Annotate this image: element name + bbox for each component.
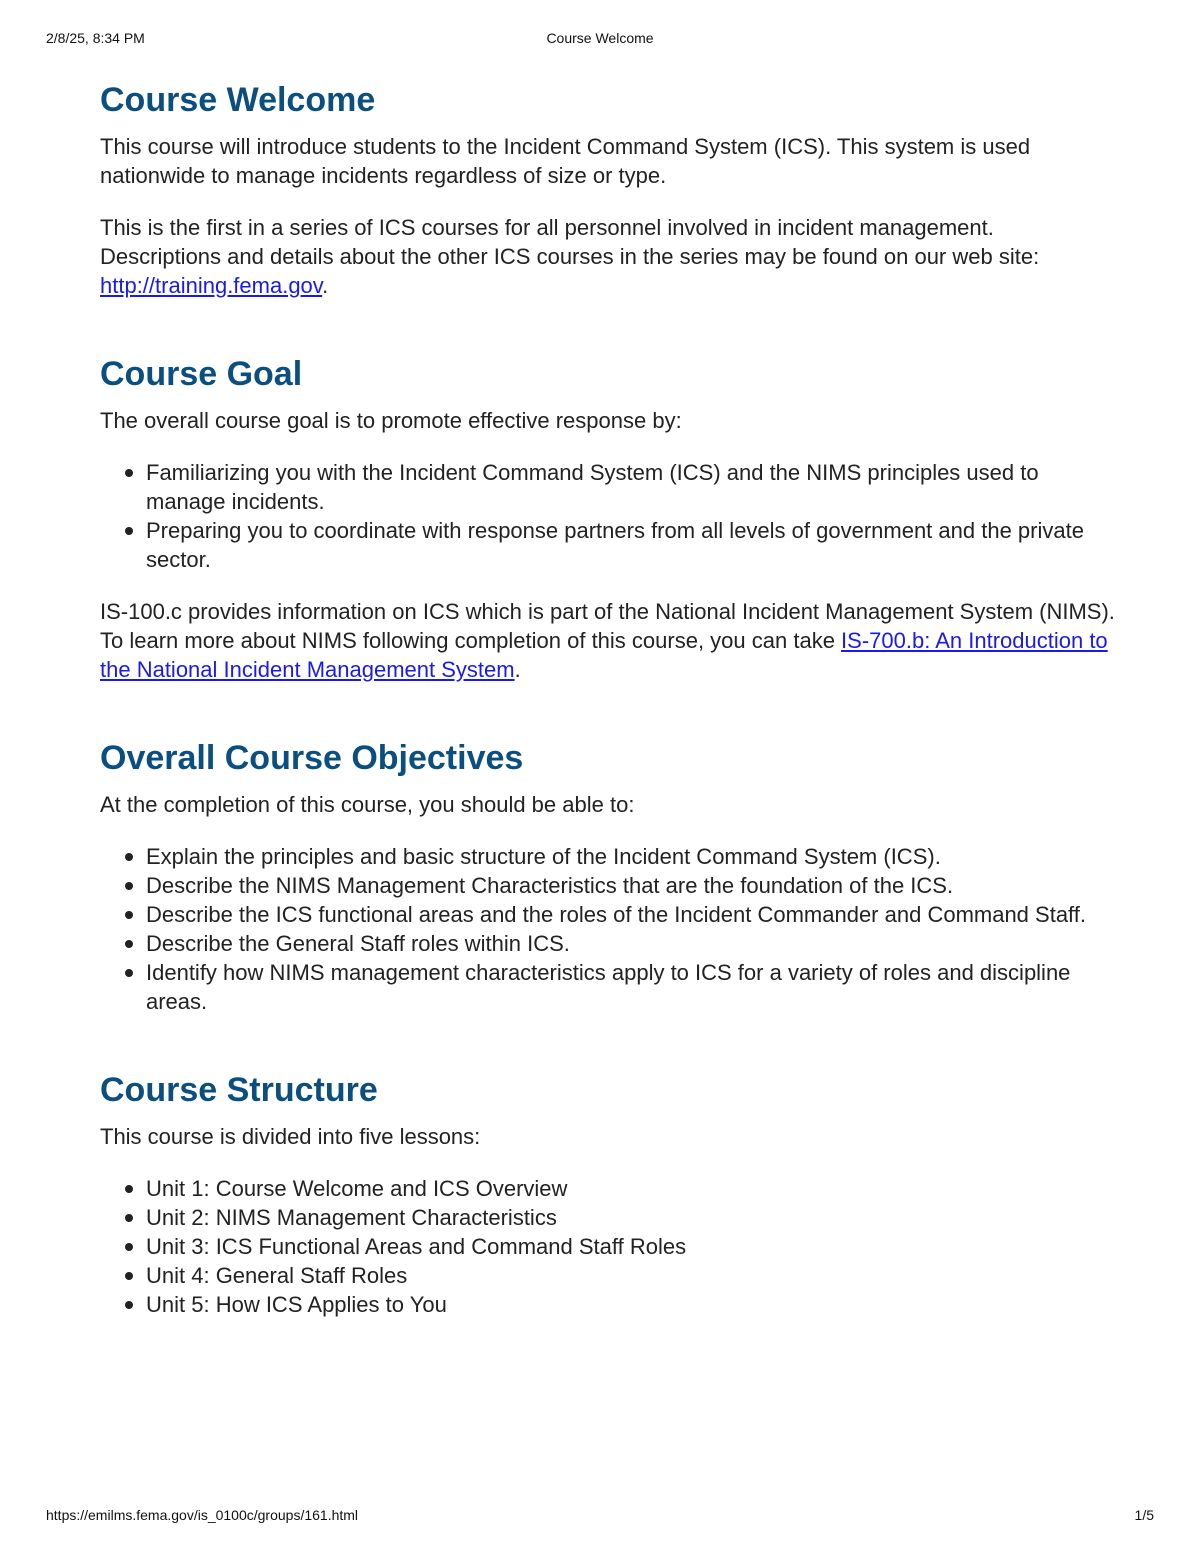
list-item-text: Unit 1: Course Welcome and ICS Overview	[146, 1176, 568, 1201]
bullet-icon	[125, 911, 133, 919]
bullet-icon	[125, 1214, 133, 1222]
list-item	[146, 458, 1115, 516]
welcome-paragraph-1: This course will introduce students to the Incident Command System (ICS). This system is used nationwide to manage incidents regardless of size or type.	[100, 134, 1031, 188]
list-item-text: Unit 3: ICS Functional Areas and Command Staff Roles	[146, 1234, 687, 1259]
goal-note-end: .	[514, 657, 521, 682]
section-course-structure	[100, 1068, 1115, 1319]
list-item	[146, 958, 1115, 1016]
list-item	[146, 1203, 1115, 1232]
bullet-icon	[125, 1185, 133, 1193]
structure-intro: This course is divided into five lessons:	[100, 1124, 481, 1149]
list-item	[146, 1174, 1115, 1203]
goal-note	[100, 597, 1115, 684]
heading-course-welcome: Course Welcome	[100, 81, 376, 119]
bullet-icon	[125, 882, 133, 890]
list-item-text: Identify how NIMS management characteristics apply to ICS for a variety of roles and discipline areas.	[146, 960, 1071, 1014]
print-url: https://emilms.fema.gov/is_0100c/groups/161.html	[46, 1507, 359, 1523]
list-item-text: Explain the principles and basic structure of the Incident Command System (ICS).	[146, 844, 941, 869]
list-item	[146, 842, 1115, 871]
list-item-text: Describe the ICS functional areas and the roles of the Incident Commander and Command Staff.	[146, 902, 1086, 927]
section-course-welcome	[100, 78, 1115, 300]
page-content	[100, 78, 1115, 1342]
bullet-icon	[125, 940, 133, 948]
bullet-icon	[125, 469, 133, 477]
objectives-intro: At the completion of this course, you should be able to:	[100, 792, 635, 817]
list-item	[146, 929, 1115, 958]
section-course-goal	[100, 352, 1115, 684]
section-course-objectives	[100, 736, 1115, 1016]
list-item	[146, 1232, 1115, 1261]
heading-course-goal: Course Goal	[100, 355, 303, 393]
print-title: Course Welcome	[546, 30, 654, 46]
list-item	[146, 1261, 1115, 1290]
fema-training-link[interactable]: http://training.fema.gov	[100, 273, 323, 298]
list-item-text: Unit 4: General Staff Roles	[146, 1263, 408, 1288]
bullet-icon	[125, 969, 133, 977]
welcome-paragraph-2-text: This is the first in a series of ICS courses for all personnel involved in incident management. Descriptions and details about the other ICS courses in the series may be found on our web site:	[100, 215, 1040, 269]
welcome-paragraph-2-end: .	[322, 273, 329, 298]
print-footer	[46, 1507, 1154, 1527]
goal-note-text: IS-100.c provides information on ICS which is part of the National Incident Management System (NIMS). To learn more about NIMS following completion of this course, you can take	[100, 599, 1115, 653]
list-item	[146, 516, 1115, 574]
welcome-paragraph-2	[100, 213, 1115, 300]
bullet-icon	[125, 527, 133, 535]
list-item-text: Describe the NIMS Management Characteristics that are the foundation of the ICS.	[146, 873, 954, 898]
list-item-text: Preparing you to coordinate with response partners from all levels of government and the private sector.	[146, 518, 1084, 572]
list-item-text: Familiarizing you with the Incident Command System (ICS) and the NIMS principles used to manage incidents.	[146, 460, 1039, 514]
bullet-icon	[125, 853, 133, 861]
list-item-text: Unit 2: NIMS Management Characteristics	[146, 1205, 557, 1230]
goal-list	[100, 458, 1115, 574]
goal-intro: The overall course goal is to promote effective response by:	[100, 408, 682, 433]
list-item-text: Describe the General Staff roles within ICS.	[146, 931, 570, 956]
page-number: 1/5	[1134, 1507, 1154, 1523]
bullet-icon	[125, 1272, 133, 1280]
print-date: 2/8/25, 8:34 PM	[46, 30, 145, 46]
heading-overall-course-objectives: Overall Course Objectives	[100, 739, 524, 777]
print-header	[46, 30, 1154, 50]
list-item	[146, 871, 1115, 900]
list-item	[146, 900, 1115, 929]
is-700b-link[interactable]: IS-700.b: An Introduction to the National Incident Management System	[100, 628, 1108, 682]
structure-list	[100, 1174, 1115, 1319]
list-item-text: Unit 5: How ICS Applies to You	[146, 1292, 447, 1317]
heading-course-structure: Course Structure	[100, 1071, 378, 1109]
list-item	[146, 1290, 1115, 1319]
bullet-icon	[125, 1301, 133, 1309]
objectives-list	[100, 842, 1115, 1016]
bullet-icon	[125, 1243, 133, 1251]
